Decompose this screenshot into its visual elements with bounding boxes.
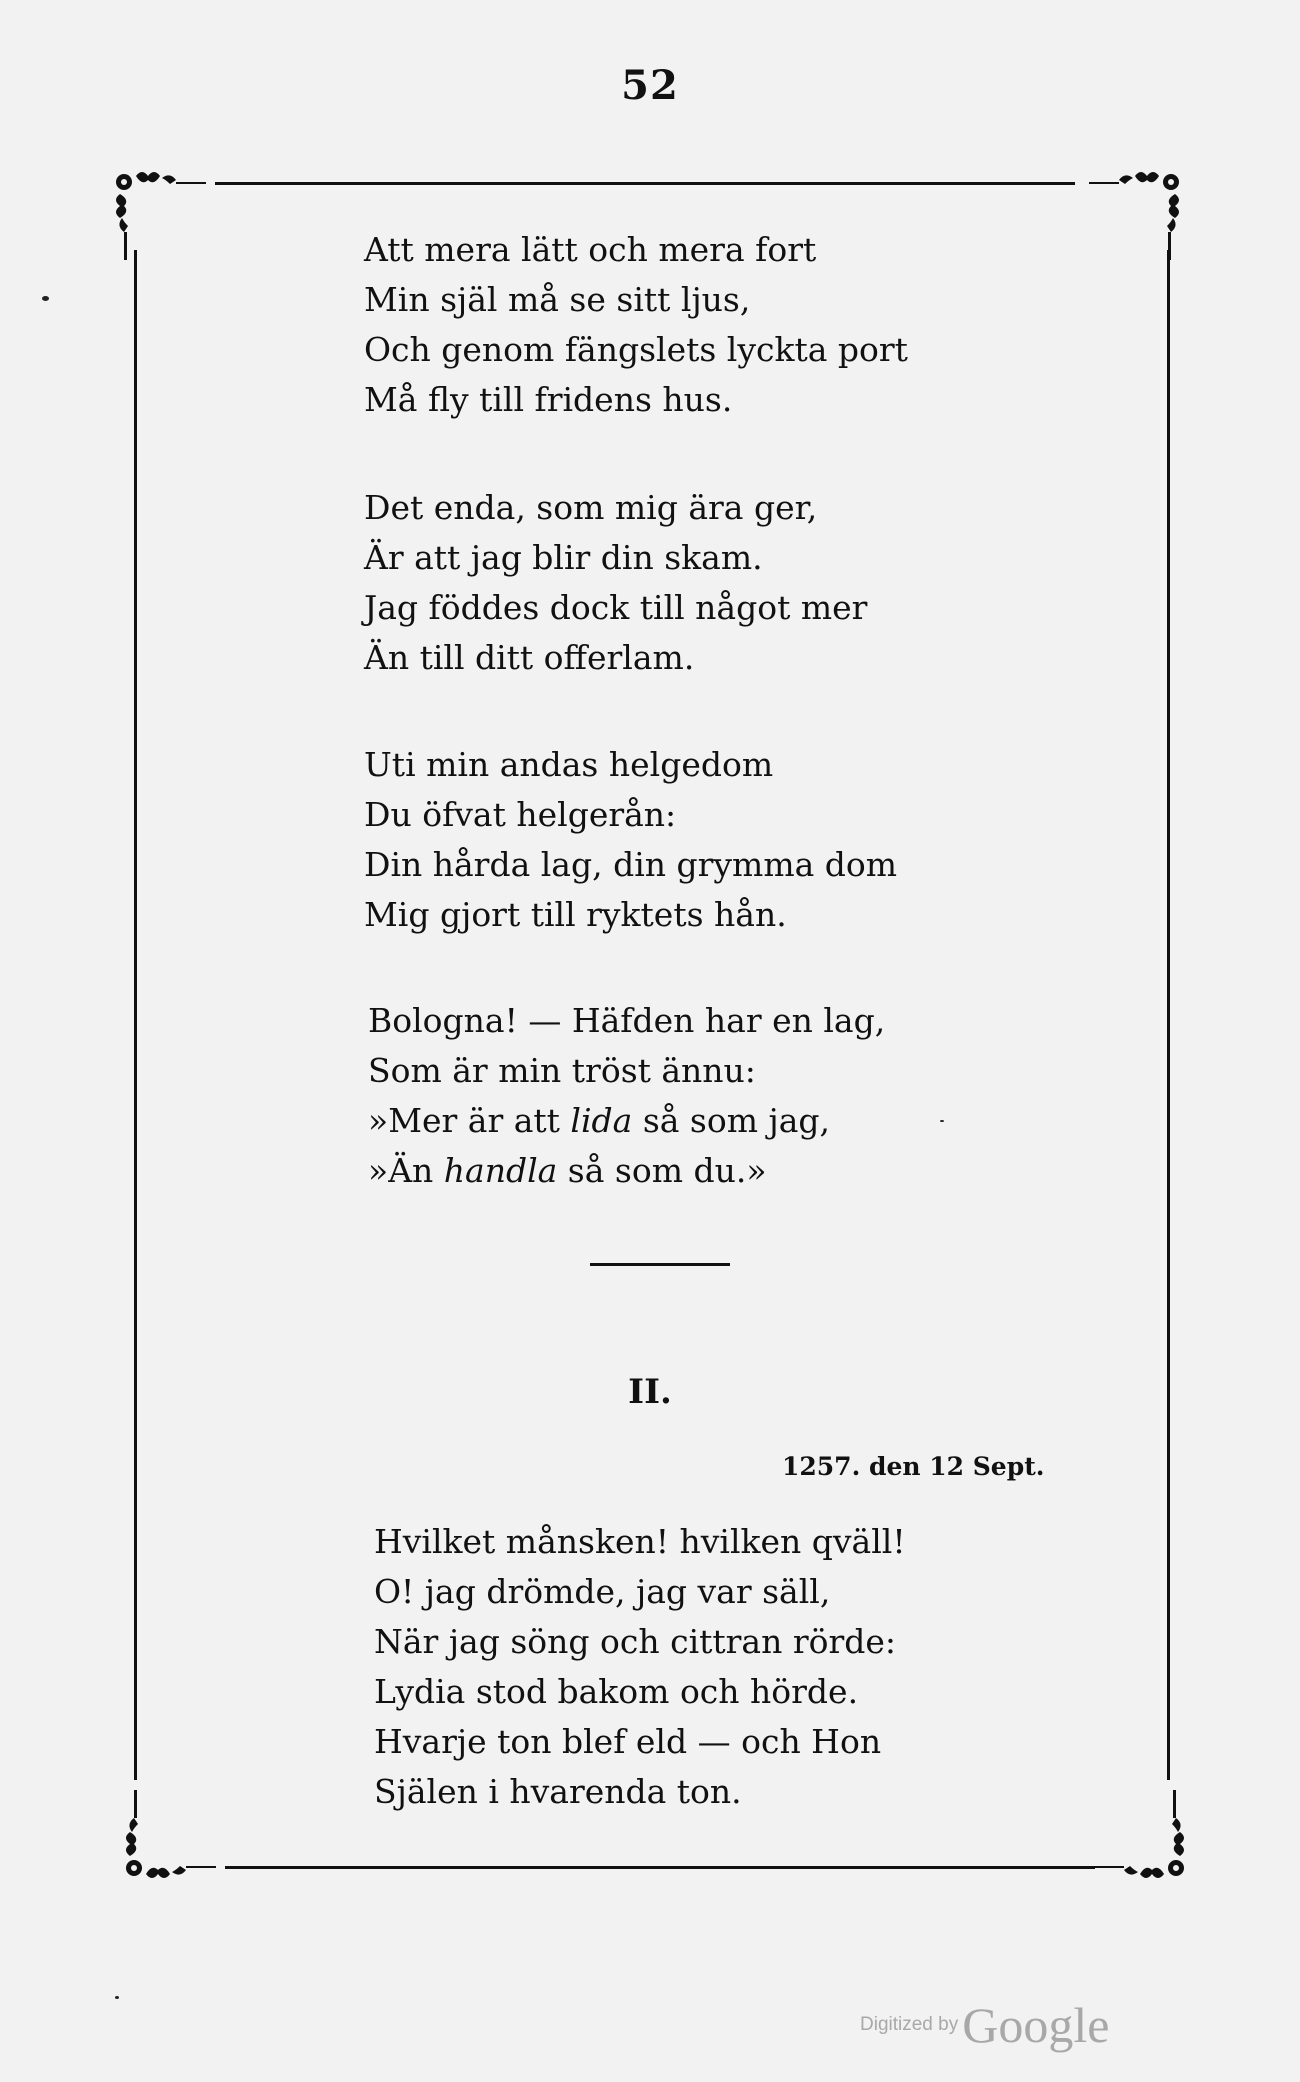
emphasis-word: lida xyxy=(570,1101,633,1140)
verse-line xyxy=(368,996,885,1046)
verse-line xyxy=(368,1096,885,1146)
floral-corner-ornament-icon xyxy=(110,160,210,260)
verse-text: Bologna! — Häfden har en lag, xyxy=(368,1001,886,1040)
google-logo: Google xyxy=(962,1997,1110,2053)
verse-line: När jag söng och cittran rörde: xyxy=(374,1622,897,1661)
floral-corner-ornament-icon xyxy=(120,1790,220,1890)
stanza-3 xyxy=(364,740,897,940)
scan-speck xyxy=(115,1996,119,1999)
stanza-section-2 xyxy=(374,1517,906,1817)
frame-left-rule xyxy=(134,250,137,1780)
scan-speck xyxy=(42,296,49,301)
floral-corner-ornament-icon xyxy=(1090,1790,1190,1890)
section-heading: II. xyxy=(628,1372,672,1412)
stanza-1 xyxy=(364,225,908,425)
verse-line: Och genom fängslets lyckta port xyxy=(364,330,908,369)
section-divider xyxy=(590,1263,730,1266)
verse-line xyxy=(368,1146,885,1196)
date-line: 1257. den 12 Sept. xyxy=(782,1452,1045,1481)
verse-line xyxy=(368,1046,885,1096)
verse-text: Som är min tröst ännu: xyxy=(368,1051,756,1090)
verse-line: Än till ditt offerlam. xyxy=(364,638,695,677)
verse-line: Uti min andas helgedom xyxy=(364,745,774,784)
verse-line: O! jag drömde, jag var säll, xyxy=(374,1572,831,1611)
frame-right-rule xyxy=(1167,250,1170,1780)
verse-line: Du öfvat helgerån: xyxy=(364,795,677,834)
floral-corner-ornament-icon xyxy=(1085,160,1185,260)
verse-line: Det enda, som mig ära ger, xyxy=(364,488,818,527)
verse-line: Må fly till fridens hus. xyxy=(364,380,733,419)
digitized-label: Digitized by xyxy=(860,2014,959,2035)
verse-text: »Mer är att xyxy=(368,1101,571,1140)
digitized-stamp xyxy=(860,1996,1109,2054)
verse-line: Hvarje ton blef eld — och Hon xyxy=(374,1722,882,1761)
verse-line: Din hårda lag, din grymma dom xyxy=(364,845,898,884)
emphasis-word: handla xyxy=(443,1151,558,1190)
verse-line: Lydia stod bakom och hörde. xyxy=(374,1672,859,1711)
verse-text: så som jag, xyxy=(632,1101,831,1140)
stanza-2 xyxy=(364,483,867,683)
verse-text: så som du.» xyxy=(557,1151,767,1190)
verse-line: Hvilket månsken! hvilken qväll! xyxy=(374,1522,906,1561)
frame-top-rule xyxy=(215,182,1075,185)
verse-line: Själen i hvarenda ton. xyxy=(374,1772,742,1811)
verse-line: Är att jag blir din skam. xyxy=(364,538,763,577)
verse-line: Min själ må se sitt ljus, xyxy=(364,280,751,319)
verse-line: Jag föddes dock till något mer xyxy=(364,588,868,627)
stanza-4 xyxy=(368,996,885,1196)
page-number: 52 xyxy=(621,62,679,109)
scan-speck xyxy=(940,1120,944,1122)
verse-text: »Än xyxy=(368,1151,444,1190)
verse-line: Att mera lätt och mera fort xyxy=(364,230,817,269)
verse-line: Mig gjort till ryktets hån. xyxy=(364,895,787,934)
frame-bottom-rule xyxy=(225,1866,1095,1869)
